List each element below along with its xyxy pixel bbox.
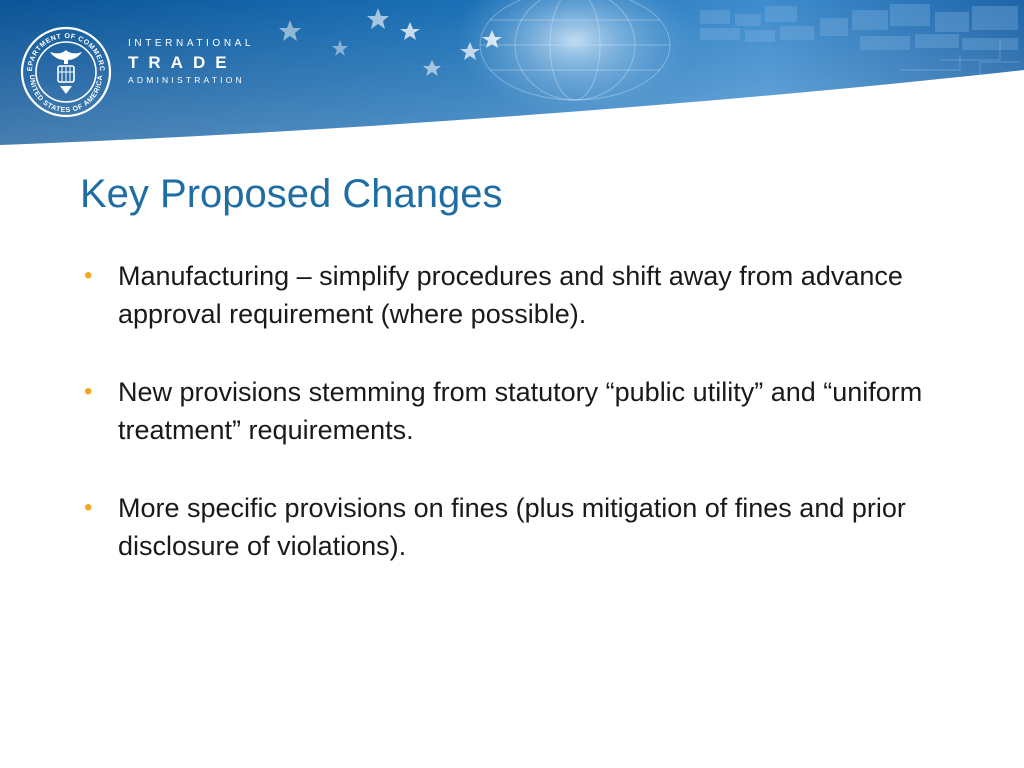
slide-title: Key Proposed Changes — [80, 172, 503, 216]
department-of-commerce-seal — [18, 24, 114, 120]
svg-text:UNITED STATES OF AMERICA: UNITED STATES OF AMERICA — [27, 74, 105, 115]
bullet-item — [80, 489, 980, 565]
wordmark-trade: TRADE — [128, 53, 237, 72]
bullet-text: Manufacturing – simplify procedures and shift away from advance approval requirement (where possible). — [118, 261, 903, 329]
bullet-list — [80, 257, 980, 605]
bullet-text: New provisions stemming from statutory “public utility” and “uniform treatment” requirements. — [118, 377, 923, 445]
bullet-item — [80, 257, 980, 333]
ita-wordmark — [128, 38, 254, 86]
bullet-dot-icon: • — [84, 494, 93, 521]
bullet-dot-icon: • — [84, 378, 93, 405]
bullet-item — [80, 373, 980, 449]
bullet-text: More specific provisions on fines (plus mitigation of fines and prior disclosure of violations). — [118, 493, 906, 561]
wordmark-administration: ADMINISTRATION — [128, 75, 245, 85]
svg-text:DEPARTMENT OF COMMERCE: EPARTMENT OF COMMERC — [26, 32, 106, 72]
wordmark-international: INTERNATIONAL — [128, 38, 255, 49]
bullet-dot-icon: • — [84, 262, 93, 289]
